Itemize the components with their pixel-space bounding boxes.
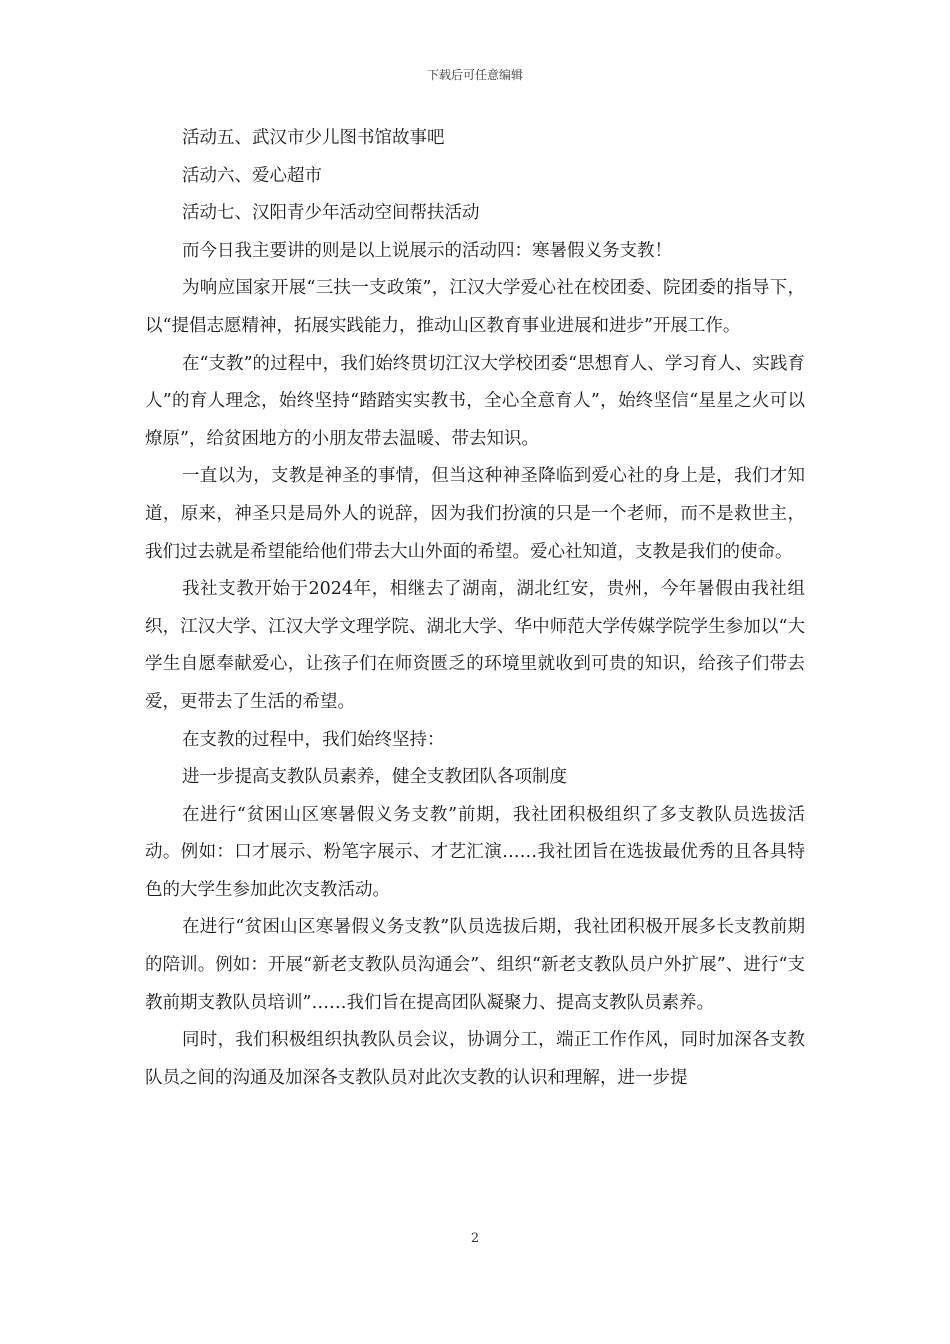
- page-header: 下载后可任意编辑: [426, 68, 523, 82]
- paragraph: 而今日我主要讲的则是以上说展示的活动四：寒暑假义务支教！: [182, 240, 672, 261]
- paragraph: 在支教的过程中，我们始终坚持：: [182, 729, 445, 750]
- paragraph: 我社支教开始于2024年，相继去了湖南，湖北红安，贵州，今年暑假由我社组织，江汉大学、江汉大学文理学院、湖北大学、华中师范大学传媒学院学生参加以“大学生自愿奉献爱心，让孩子们在师资匮乏的环境里就收到可贵的知识，给孩子们带去爱，更带去了生活的希望。: [145, 579, 805, 712]
- page-number: 2: [470, 1231, 480, 1246]
- paragraph: 一直以为，支教是神圣的事情，但当这种神圣降临到爱心社的身上是，我们才知道，原来，神圣只是局外人的说辞，因为我们扮演的只是一个老师，而不是救世主，我们过去就是希望能给他们带去大山外面的希望。爱心社知道，支教是我们的使命。: [145, 466, 805, 562]
- paragraph: 活动七、汉阳青少年活动空间帮扶活动: [182, 203, 480, 224]
- paragraph: 在进行“贫困山区寒暑假义务支教”前期，我社团积极组织了多支教队员选拔活动。例如：口才展示、粉笔字展示、才艺汇演……我社团旨在选拔最优秀的且各具特色的大学生参加此次支教活动。: [145, 804, 805, 900]
- paragraph: 在进行“贫困山区寒暑假义务支教”队员选拔后期，我社团积极开展多长支教前期的陪训。例如：开展“新老支教队员沟通会”、组织“新老支教队员户外扩展”、进行“支教前期支教队员培训”……我们旨在提高团队凝聚力、提高支教队员素养。: [145, 917, 805, 1013]
- paragraph: 在“支教”的过程中，我们始终贯切江汉大学校团委“思想育人、学习育人、实践育人”的育人理念，始终坚持“踏踏实实教书，全心全意育人”，始终坚信“星星之火可以燎原”，给贫困地方的小朋友带去温暖、带去知识。: [145, 353, 805, 449]
- document-body: [145, 120, 805, 1097]
- paragraph: 活动六、爱心超市: [182, 165, 322, 186]
- paragraph: 为响应国家开展“三扶一支政策”，江汉大学爱心社在校团委、院团委的指导下，以“提倡志愿精神，拓展实践能力，推动山区教育事业进展和进步”开展工作。: [145, 278, 805, 336]
- paragraph: 同时，我们积极组织执教队员会议，协调分工，端正工作作风，同时加深各支教队员之间的沟通及加深各支教队员对此次支教的认识和理解，进一步提: [145, 1030, 805, 1088]
- paragraph: 进一步提高支教队员素养，健全支教团队各项制度: [182, 767, 567, 788]
- paragraph: 活动五、武汉市少儿图书馆故事吧: [182, 128, 445, 148]
